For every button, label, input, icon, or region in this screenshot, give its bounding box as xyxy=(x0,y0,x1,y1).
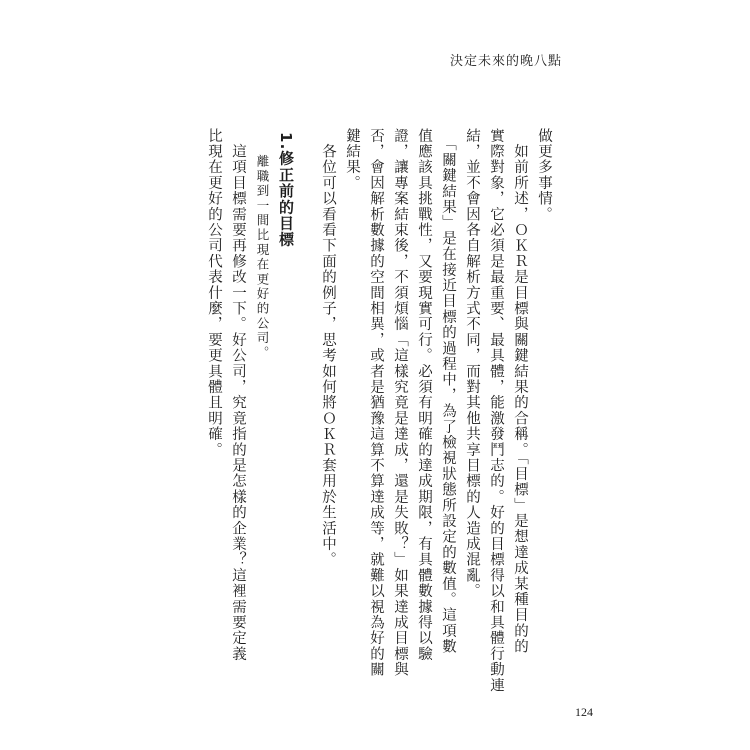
text-column: 實際對象，它必須是最重要、最具體，能激發鬥志的。好的目標得以和具體行動連 xyxy=(488,128,504,694)
text-column: 證，讓專案結束後，不須煩惱「這樣究竟是達成，還是失敗？」如果達成目標與 xyxy=(392,128,408,678)
section-heading: 1.修正前的目標 xyxy=(277,132,295,248)
text-column: 否，會因解析數據的空間相異，或者是猶豫這算不算達成等，就難以視為好的關 xyxy=(368,128,384,678)
text-column: 各位可以看看下面的例子，思考如何將ＯＫＲ套用於生活中。 xyxy=(320,128,336,568)
text-column: 做更多事情。 xyxy=(536,128,552,223)
running-header-book-title: 決定未來的晚八點 xyxy=(449,54,562,69)
text-column: 結，並不會因各自解析方式不同，而對其他共享目標的人造成混亂。 xyxy=(464,128,480,599)
text-column: 「關鍵結果」是在接近目標的過程中，為了檢視狀態所設定的數值。這項數 xyxy=(440,128,456,655)
text-column: 鍵結果。 xyxy=(344,128,360,191)
text-column: 值應該具挑戰性，又要現實可行。必須有明確的達成期限，有具體數據得以驗 xyxy=(416,128,432,662)
text-column: 這項目標需要再修改一下。好公司，究竟指的是怎樣的企業？這裡需要定義 xyxy=(230,128,246,662)
page-number: 124 xyxy=(575,705,593,719)
text-column: 如前所述，ＯＫＲ是目標與關鍵結果的合稱。「目標」是想達成某種目的的 xyxy=(512,128,528,655)
text-column: 比現在更好的公司代表什麼，要更具體且明確。 xyxy=(206,128,222,458)
example-goal: 離職到一間比現在更好的公司。 xyxy=(255,140,270,361)
